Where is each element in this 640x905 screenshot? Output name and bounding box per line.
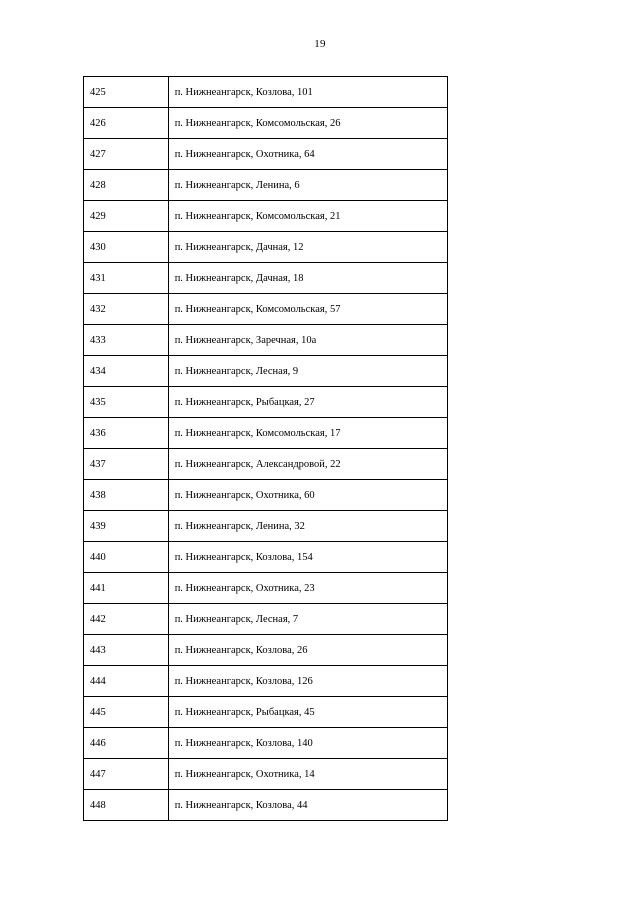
table-row <box>84 759 448 790</box>
address-cell: п. Нижнеангарск, Ленина, 32 <box>168 511 447 542</box>
table-row <box>84 604 448 635</box>
row-number-cell: 430 <box>84 232 169 263</box>
address-cell: п. Нижнеангарск, Козлова, 154 <box>168 542 447 573</box>
table-row <box>84 666 448 697</box>
row-number-cell: 439 <box>84 511 169 542</box>
address-cell: п. Нижнеангарск, Охотника, 60 <box>168 480 447 511</box>
address-cell: п. Нижнеангарск, Охотника, 23 <box>168 573 447 604</box>
row-number-cell: 428 <box>84 170 169 201</box>
address-cell: п. Нижнеангарск, Комсомольская, 57 <box>168 294 447 325</box>
table-row <box>84 728 448 759</box>
address-cell: п. Нижнеангарск, Комсомольская, 26 <box>168 108 447 139</box>
table-row <box>84 573 448 604</box>
table-row <box>84 170 448 201</box>
table-row <box>84 356 448 387</box>
table-row <box>84 449 448 480</box>
row-number-cell: 442 <box>84 604 169 635</box>
address-cell: п. Нижнеангарск, Дачная, 18 <box>168 263 447 294</box>
table-row <box>84 263 448 294</box>
address-cell: п. Нижнеангарск, Козлова, 126 <box>168 666 447 697</box>
row-number-cell: 426 <box>84 108 169 139</box>
address-cell: п. Нижнеангарск, Лесная, 7 <box>168 604 447 635</box>
address-cell: п. Нижнеангарск, Рыбацкая, 45 <box>168 697 447 728</box>
address-cell: п. Нижнеангарск, Комсомольская, 21 <box>168 201 447 232</box>
row-number-cell: 434 <box>84 356 169 387</box>
address-cell: п. Нижнеангарск, Козлова, 140 <box>168 728 447 759</box>
row-number-cell: 443 <box>84 635 169 666</box>
table-row <box>84 418 448 449</box>
row-number-cell: 447 <box>84 759 169 790</box>
table-row <box>84 790 448 821</box>
address-cell: п. Нижнеангарск, Рыбацкая, 27 <box>168 387 447 418</box>
row-number-cell: 427 <box>84 139 169 170</box>
row-number-cell: 429 <box>84 201 169 232</box>
address-table <box>83 76 448 821</box>
row-number-cell: 445 <box>84 697 169 728</box>
row-number-cell: 432 <box>84 294 169 325</box>
row-number-cell: 431 <box>84 263 169 294</box>
address-cell: п. Нижнеангарск, Козлова, 26 <box>168 635 447 666</box>
table-row <box>84 511 448 542</box>
row-number-cell: 436 <box>84 418 169 449</box>
table-row <box>84 201 448 232</box>
row-number-cell: 425 <box>84 77 169 108</box>
address-cell: п. Нижнеангарск, Козлова, 44 <box>168 790 447 821</box>
table-row <box>84 697 448 728</box>
table-row <box>84 232 448 263</box>
table-row <box>84 325 448 356</box>
row-number-cell: 448 <box>84 790 169 821</box>
address-cell: п. Нижнеангарск, Дачная, 12 <box>168 232 447 263</box>
page-number: 19 <box>314 38 326 50</box>
table-row <box>84 542 448 573</box>
address-table-body <box>84 77 448 821</box>
table-row <box>84 635 448 666</box>
table-row <box>84 294 448 325</box>
row-number-cell: 435 <box>84 387 169 418</box>
row-number-cell: 437 <box>84 449 169 480</box>
address-cell: п. Нижнеангарск, Александровой, 22 <box>168 449 447 480</box>
address-cell: п. Нижнеангарск, Лесная, 9 <box>168 356 447 387</box>
address-cell: п. Нижнеангарск, Охотника, 64 <box>168 139 447 170</box>
table-row <box>84 108 448 139</box>
table-row <box>84 480 448 511</box>
row-number-cell: 441 <box>84 573 169 604</box>
address-cell: п. Нижнеангарск, Комсомольская, 17 <box>168 418 447 449</box>
table-row <box>84 77 448 108</box>
address-cell: п. Нижнеангарск, Охотника, 14 <box>168 759 447 790</box>
row-number-cell: 446 <box>84 728 169 759</box>
row-number-cell: 433 <box>84 325 169 356</box>
address-cell: п. Нижнеангарск, Заречная, 10а <box>168 325 447 356</box>
address-cell: п. Нижнеангарск, Козлова, 101 <box>168 77 447 108</box>
table-row <box>84 139 448 170</box>
row-number-cell: 440 <box>84 542 169 573</box>
row-number-cell: 444 <box>84 666 169 697</box>
row-number-cell: 438 <box>84 480 169 511</box>
table-row <box>84 387 448 418</box>
address-cell: п. Нижнеангарск, Ленина, 6 <box>168 170 447 201</box>
